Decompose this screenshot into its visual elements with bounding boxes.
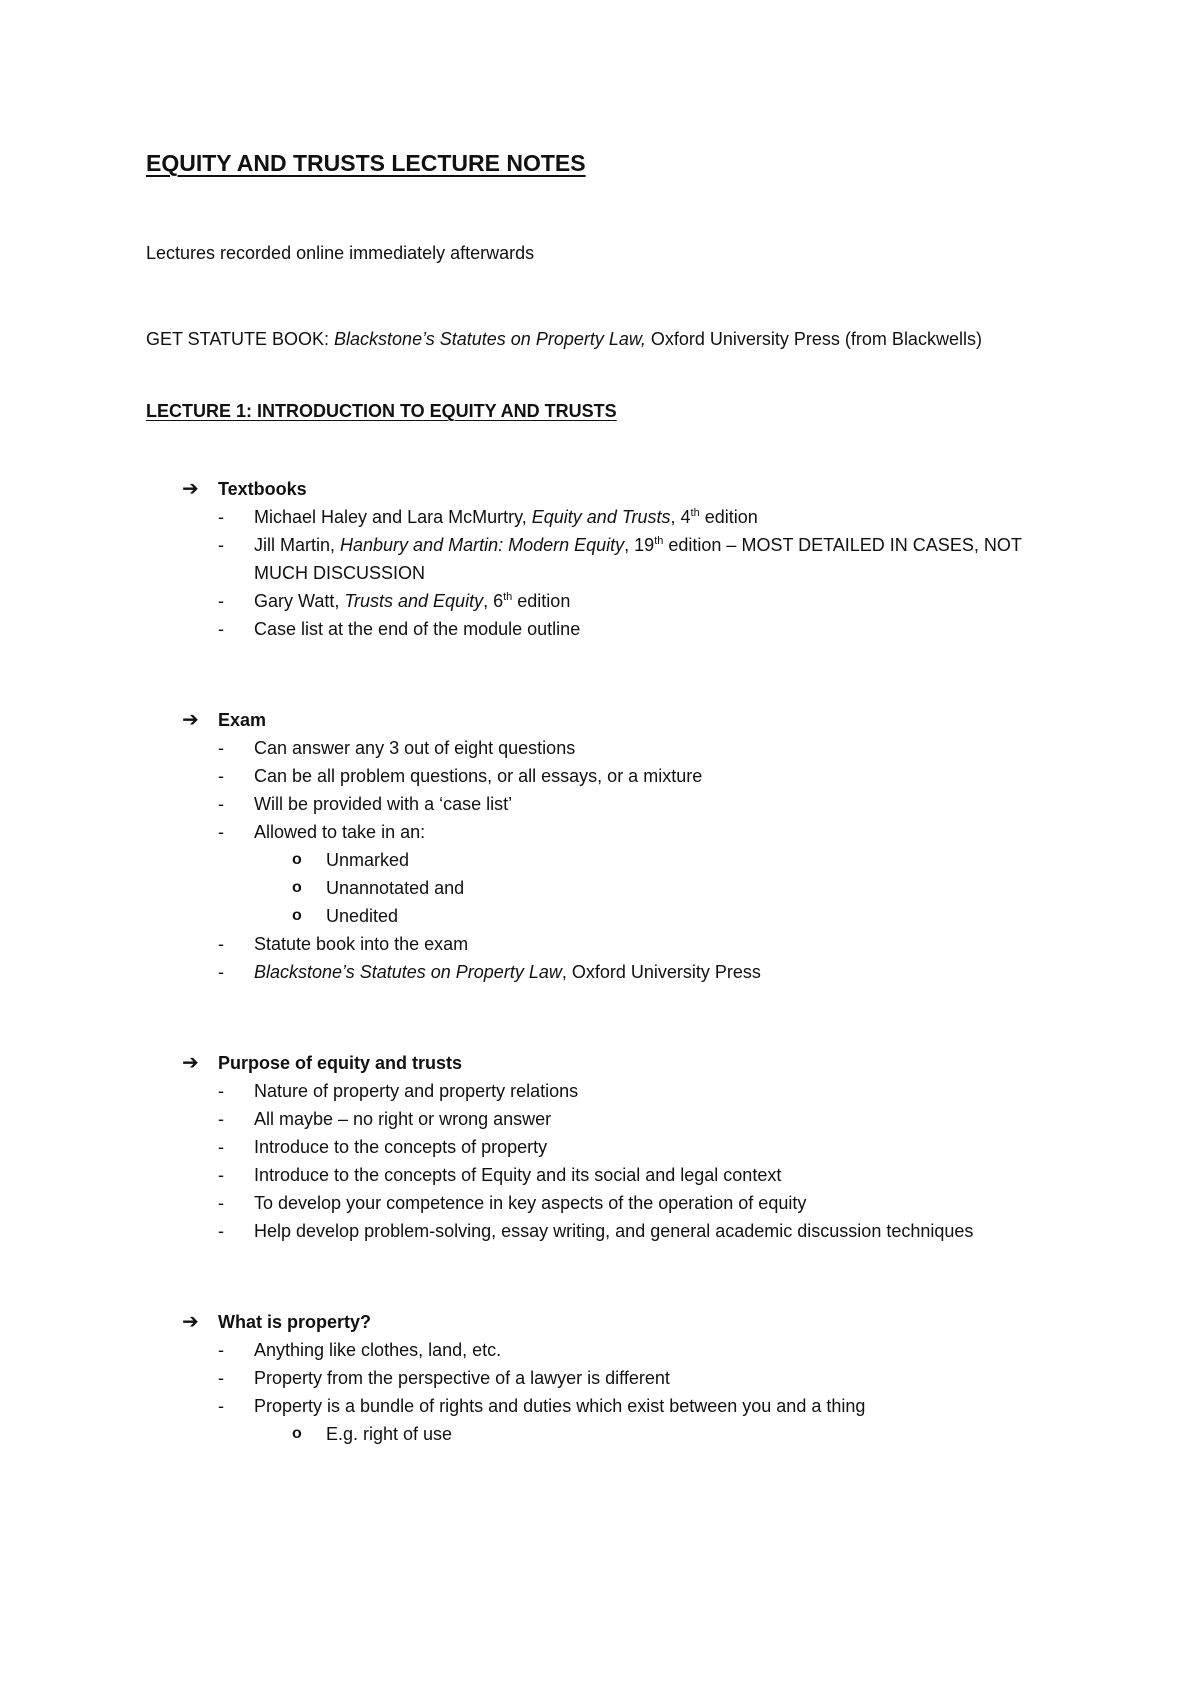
- list-item: - Blackstone’s Statutes on Property Law, Oxford University Press: [146, 958, 1076, 986]
- arrow-icon: ➔: [182, 1052, 199, 1074]
- dash-bullet: -: [218, 1165, 224, 1185]
- section-property: [146, 1308, 1076, 1448]
- dash-bullet: -: [218, 822, 224, 842]
- exam-list: [146, 734, 1076, 846]
- section-heading: [146, 1049, 1076, 1077]
- section-label: What is property?: [218, 1312, 372, 1332]
- section-label: Textbooks: [218, 479, 307, 499]
- dash-bullet: -: [218, 1109, 224, 1129]
- section-label: Exam: [218, 710, 267, 730]
- list-item: - Case list at the end of the module outline: [146, 615, 1076, 643]
- statute-book-line: [146, 325, 1076, 353]
- dash-bullet: -: [218, 1221, 224, 1241]
- dash-bullet: -: [218, 1396, 224, 1416]
- sub-list-item: o Unannotated and: [146, 874, 1076, 902]
- sub-list-item: o Unmarked: [146, 846, 1076, 874]
- section-textbooks: [146, 475, 1076, 643]
- list-item: - Gary Watt, Trusts and Equity, 6th edition: [146, 587, 1076, 615]
- dash-bullet: -: [218, 507, 224, 527]
- list-item: - Anything like clothes, land, etc.: [146, 1336, 1076, 1364]
- arrow-icon: ➔: [182, 478, 199, 500]
- sub-list-item: o E.g. right of use: [146, 1420, 1076, 1448]
- dash-bullet: -: [218, 1081, 224, 1101]
- list-item: - Introduce to the concepts of Equity and its social and legal context: [146, 1161, 1076, 1189]
- list-item: - Introduce to the concepts of property: [146, 1133, 1076, 1161]
- list-item: - Jill Martin, Hanbury and Martin: Modern Equity, 19th edition – MOST DETAILED IN CASES, NOT MUCH DISCUSSION: [146, 531, 1076, 587]
- exam-sub-list: [146, 846, 1076, 930]
- purpose-list: [146, 1077, 1076, 1245]
- dash-bullet: -: [218, 934, 224, 954]
- list-item: - All maybe – no right or wrong answer: [146, 1105, 1076, 1133]
- dash-bullet: -: [218, 766, 224, 786]
- exam-list-continued: [146, 930, 1076, 986]
- property-sub-list: [146, 1420, 1076, 1448]
- dash-bullet: -: [218, 1368, 224, 1388]
- property-list: [146, 1336, 1076, 1420]
- section-purpose: [146, 1049, 1076, 1245]
- list-item: - Property from the perspective of a lawyer is different: [146, 1364, 1076, 1392]
- statute-prefix: GET STATUTE BOOK:: [146, 329, 335, 349]
- document-title: EQUITY AND TRUSTS LECTURE NOTES: [146, 150, 586, 176]
- dash-bullet: -: [218, 591, 224, 611]
- circle-bullet: o: [292, 907, 302, 924]
- sub-list-item: o Unedited: [146, 902, 1076, 930]
- list-item: - Allowed to take in an:: [146, 818, 1076, 846]
- dash-bullet: -: [218, 1193, 224, 1213]
- dash-bullet: -: [218, 738, 224, 758]
- statute-book-title: Blackstone’s Statutes on Property Law,: [334, 329, 646, 349]
- circle-bullet: o: [292, 851, 302, 868]
- arrow-icon: ➔: [182, 1311, 199, 1333]
- dash-bullet: -: [218, 535, 224, 555]
- arrow-icon: ➔: [182, 709, 199, 731]
- list-item: - Statute book into the exam: [146, 930, 1076, 958]
- dash-bullet: -: [218, 1340, 224, 1360]
- section-heading: [146, 706, 1076, 734]
- lecture-heading: LECTURE 1: INTRODUCTION TO EQUITY AND TRUSTS: [146, 401, 617, 421]
- list-item: - Michael Haley and Lara McMurtry, Equity and Trusts, 4th edition: [146, 503, 1076, 531]
- dash-bullet: -: [218, 619, 224, 639]
- list-item: - Will be provided with a ‘case list’: [146, 790, 1076, 818]
- textbook-list: [146, 503, 1076, 643]
- statute-suffix: Oxford University Press (from Blackwells): [645, 329, 982, 349]
- dash-bullet: -: [218, 1137, 224, 1157]
- section-heading: [146, 475, 1076, 503]
- section-label: Purpose of equity and trusts: [218, 1053, 463, 1073]
- circle-bullet: o: [292, 1425, 302, 1442]
- list-item: - Nature of property and property relations: [146, 1077, 1076, 1105]
- document-page: [146, 145, 1076, 1448]
- list-item: - Help develop problem-solving, essay writing, and general academic discussion techniques: [146, 1217, 1076, 1245]
- list-item: - Can answer any 3 out of eight questions: [146, 734, 1076, 762]
- section-heading: [146, 1308, 1076, 1336]
- list-item: - Can be all problem questions, or all essays, or a mixture: [146, 762, 1076, 790]
- dash-bullet: -: [218, 794, 224, 814]
- section-exam: [146, 706, 1076, 986]
- list-item: - To develop your competence in key aspects of the operation of equity: [146, 1189, 1076, 1217]
- circle-bullet: o: [292, 879, 302, 896]
- dash-bullet: -: [218, 962, 224, 982]
- intro-text: Lectures recorded online immediately afterwards: [146, 243, 535, 263]
- list-item: - Property is a bundle of rights and duties which exist between you and a thing: [146, 1392, 1076, 1420]
